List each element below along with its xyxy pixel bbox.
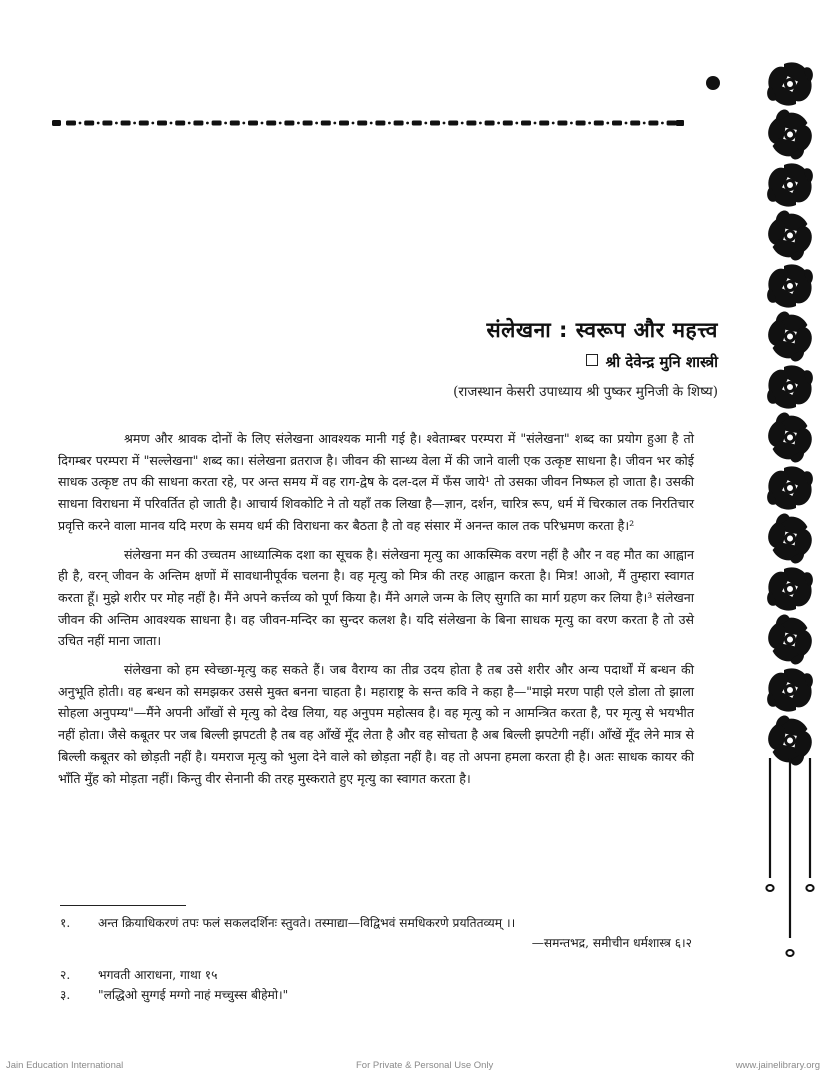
footnote-number: १. (60, 916, 71, 930)
body-paragraph: संलेखना को हम स्वेच्छा-मृत्यु कह सकते हैं। जब वैराग्य का तीव्र उदय होता है तब उसे शरीर और अन्य पदार्थों में बन्धन की अनुभूति होती। वह बन्धन को समझकर उससे मुक्त बनना चाहता है। महाराष्ट्र के सन्त कवि ने कहा है—"माझे मरण पाही एले डोला तो झाला सोहला अनुपम्य"—मैंने अपनी आँखों से मृत्यु को देख लिया, यह अनुपम महोत्सव है। वह मृत्यु को न आमन्त्रित करता है, पर मृत्यु से भयभीत नहीं होता। जैसे कबूतर पर जब बिल्ली झपटती है तब वह आँखें मूँद लेता है और वह सोचता है अब बिल्ली झपटेगी नहीं। आँखें मूँद लेने मात्र से बिल्ली कबूतर को छोड़ती नहीं है। यमराज मृत्यु को भुला देने वाले को छोड़ता नहीं है। वह तो अपना हमला करता ही है। अतः साधक कायर की भाँति मुँह को मोड़ता नहीं। किन्तु वीर सेनानी की तरह मुस्कराते हुए मृत्यु का स्वागत करता है। (58, 662, 694, 786)
decorative-dash-rule (52, 119, 684, 127)
body-paragraph: श्रमण और श्रावक दोनों के लिए संलेखना आवश्यक मानी गई है। श्वेताम्बर परम्परा में "संलेखना" शब्द का प्रयोग हुआ है तो दिगम्बर परम्परा में "सल्लेखना" शब्द का। संलेखना व्रतराज है। जीवन की सान्ध्य वेला में की जाने वाली एक उत्कृष्ट साधना है। जीवन भर कोई साधक उत्कृष्ट तप की साधना करता रहे, पर अन्त समय में वह राग-द्वेष के दल-दल में फँस जाये¹ तो उसका जीवन निष्फल हो जाता है। उसकी साधना विराधना में परिवर्तित हो जाती है। आचार्य शिवकोटि ने तो यहाँ तक लिखा है—ज्ञान, दर्शन, चारित्र रूप, धर्म में चिरकाल तक निरतिचार प्रवृत्ति करने वाला मानव यदि मरण के समय धर्म की विराधना कर बैठता है तो वह संसार में अनन्त काल तक परिभ्रमण करता है।² (58, 431, 694, 533)
footnote-item (60, 985, 694, 1005)
footnote-number: ३. (60, 988, 71, 1002)
author-name: श्री देवेन्द्र मुनि शास्त्री (605, 353, 718, 371)
footnote-item (60, 965, 694, 985)
footnote-text: भगवती आराधना, गाथा १५ (98, 968, 218, 982)
article-title: संलेखना : स्वरूप और महत्त्व (486, 318, 718, 342)
footer-website-link[interactable]: www.jainelibrary.org (735, 1060, 820, 1071)
footnote-source: —समन्तभद्र, समीचीन धर्मशास्त्र ६।२ (531, 936, 692, 950)
footnote-text: अन्त क्रियाधिकरणं तपः फलं सकलदर्शिनः स्तुवते। तस्माद्या—विद्विभवं समधिकरणे प्रयतितव्यम् ।। (98, 916, 516, 930)
author-line (453, 352, 718, 372)
ornamental-paisley-border (742, 58, 818, 1048)
footnote-divider (60, 905, 186, 906)
footnote-number: २. (60, 968, 71, 982)
footer-usage-note: For Private & Personal Use Only (356, 1060, 494, 1071)
article-header (453, 316, 718, 400)
checkbox-square-icon (586, 354, 598, 366)
footer-publisher: Jain Education International (6, 1060, 124, 1071)
footnote-item (60, 913, 694, 933)
article-body (58, 428, 694, 796)
footnote-text: "लद्धिओ सुग्गई मग्गो नाहं मच्चुस्स बीहेमो।" (98, 988, 289, 1002)
decorative-bullet-icon (706, 76, 720, 90)
body-paragraph: संलेखना मन की उच्चतम आध्यात्मिक दशा का सूचक है। संलेखना मृत्यु का आकस्मिक वरण नहीं है और न वह मौत का आह्वान ही है, वरन् जीवन के अन्तिम क्षणों में सावधानीपूर्वक चलना है। वह मृत्यु को मित्र की तरह आह्वान करता है। मित्र! आओ, मैं तुम्हारा स्वागत करता हूँ। मुझे शरीर पर मोह नहीं है। मैंने अपने कर्त्तव्य को पूर्ण किया है। मैंने अगले जन्म के लिए सुगति का मार्ग ग्रहण कर लिया है।³ संलेखना जीवन की अन्तिम आवश्यक साधना है। वह जीवन-मन्दिर का सुन्दर कलश है। यदि संलेखना के बिना साधक मृत्यु का वरण करता है तो उसे उचित नहीं माना जाता। (58, 546, 694, 649)
author-affiliation: (राजस्थान केसरी उपाध्याय श्री पुष्कर मुनिजी के शिष्य) (453, 384, 718, 400)
page-footer (0, 1060, 828, 1076)
footnotes (60, 913, 694, 1005)
